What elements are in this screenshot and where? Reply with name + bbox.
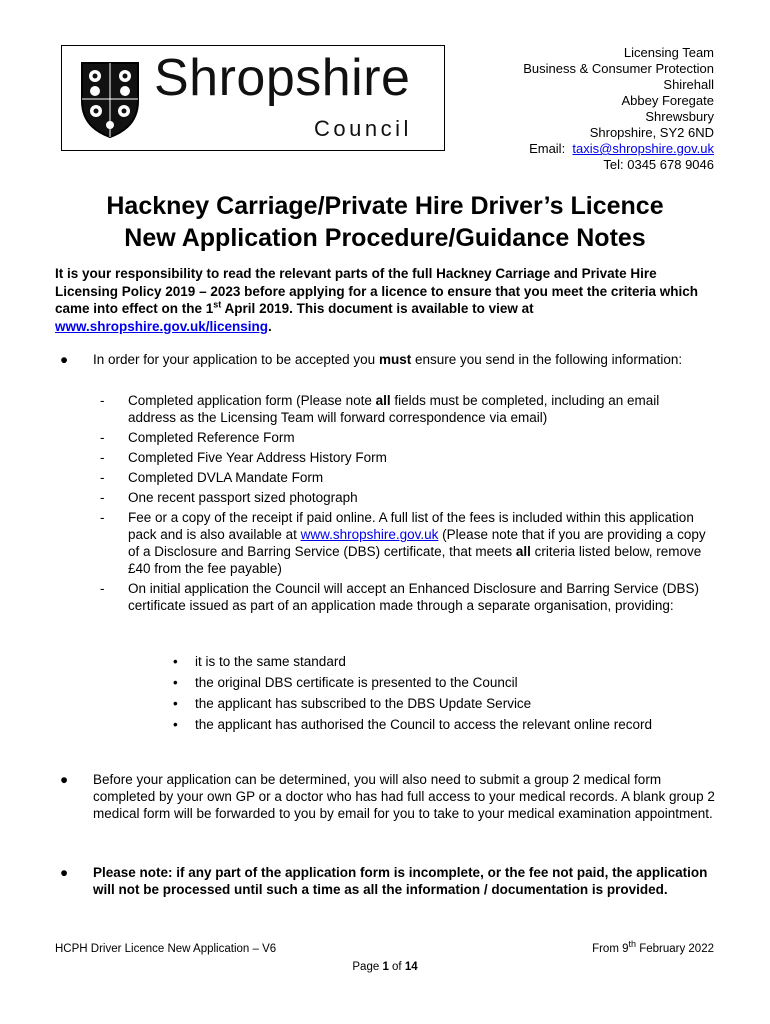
logo-name: Shropshire: [154, 49, 411, 107]
list-item: - Completed DVLA Mandate Form: [100, 470, 324, 485]
list-item: • it is to the same standard: [173, 654, 346, 669]
fees-link[interactable]: www.shropshire.gov.uk: [300, 527, 439, 542]
coat-of-arms-shield-icon: [80, 61, 140, 139]
intro-end: .: [268, 318, 272, 334]
email-label: Email:: [529, 141, 566, 156]
list-item: - Fee or a copy of the receipt if paid online. A full list of the fees is included within this application pack and is also available at www.shropshire.gov.uk (Please note that if you are providing a copy of a Disclosure and Barring Service (DBS) certificate, that meets all criteria listed below, remove £40 from the fee payable): [100, 510, 706, 576]
bullet-medical-form: ● Before your application can be determined, you will also need to submit a group 2 medical form completed by your own GP or a doctor who has had full access to your medical records. A blank group 2 medical form will be forwarded to you by email for you to take to your medical examination appointment.: [60, 772, 715, 821]
intro-paragraph: [55, 265, 715, 335]
title-line-1: Hackney Carriage/Private Hire Driver’s Licence: [106, 192, 664, 220]
page-number: Page 1 of 14: [352, 961, 418, 973]
list-item: - One recent passport sized photograph: [100, 490, 358, 505]
list-item: - Completed Reference Form: [100, 430, 295, 445]
address-line: Shropshire, SY2 6ND: [589, 125, 714, 140]
email-line: [523, 141, 714, 157]
list-item: • the original DBS certificate is presented to the Council: [173, 675, 518, 690]
bullet-icon: ●: [60, 352, 69, 367]
list-item: • the applicant has subscribed to the DBS Update Service: [173, 696, 532, 711]
intro-text: It is your responsibility to read the relevant parts of the full Hackney Carriage and Private Hire Licensing Policy 2019 – 2023 before applying for a licence to ensure that you meet the criteria which came into effect on the 1: [55, 266, 698, 316]
footer-document-version: HCPH Driver Licence New Application – V6: [55, 943, 277, 955]
logo-subtitle: Council: [314, 116, 412, 141]
address-line: Shrewsbury: [645, 109, 714, 124]
bullet-required-info: [55, 351, 715, 368]
licensing-link[interactable]: www.shropshire.gov.uk/licensing: [55, 318, 269, 334]
dbs-conditions-list: [170, 653, 690, 737]
list-item: • the applicant has authorised the Council to access the relevant online record: [173, 717, 653, 732]
address-line: Licensing Team: [623, 45, 714, 60]
address-line: Shirehall: [663, 77, 714, 92]
intro-superscript: st: [213, 299, 222, 310]
address-line: Business & Consumer Protection: [523, 61, 714, 76]
list-item: - On initial application the Council will accept an Enhanced Disclosure and Barring Service (DBS) certificate issued as part of an application made through a separate organisation, providing:: [100, 581, 700, 613]
bullet-icon: ●: [60, 772, 69, 787]
email-link[interactable]: taxis@shropshire.gov.uk: [572, 141, 714, 156]
bullet1-pre: In order for your application to be accepted you: [93, 352, 379, 367]
bullet1-post: ensure you send in the following information:: [411, 352, 683, 367]
council-logo: [61, 45, 445, 151]
intro-text-2: April 2019. This document is available to view at: [221, 301, 534, 316]
bullet-icon: ●: [60, 865, 69, 880]
bullet1-bold: must: [378, 352, 412, 367]
bullet-please-note: ● Please note: if any part of the application form is incomplete, or the fee not paid, the application will not be processed until such a time as all the information / documentation is provided.: [60, 865, 708, 897]
list-item: - Completed Five Year Address History Form: [100, 450, 387, 465]
title-line-2: New Application Procedure/Guidance Notes: [124, 224, 646, 252]
footer-date: From 9th February 2022: [592, 939, 714, 955]
list-item: - Completed application form (Please note all fields must be completed, including an email address as the Licensing Team will forward correspondence via email): [100, 393, 660, 425]
telephone-line: Tel: 0345 678 9046: [603, 157, 714, 172]
page-title: [0, 190, 770, 254]
address-block: [523, 45, 714, 173]
address-line: Abbey Foregate: [621, 93, 714, 108]
required-documents-list: [100, 392, 710, 617]
